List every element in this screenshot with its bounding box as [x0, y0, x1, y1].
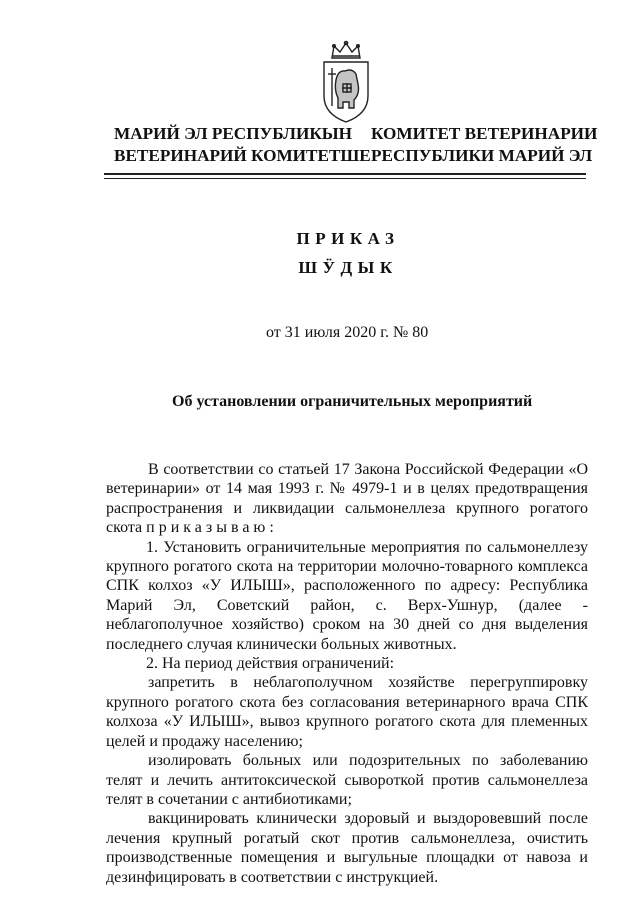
header-right-line1: КОМИТЕТ ВЕТЕРИНАРИИ	[371, 124, 598, 143]
body-intro	[106, 460, 588, 538]
document-title: ПРИКАЗ	[296, 229, 400, 248]
item-2-a: запретить в неблагополучном хозяйстве перегруппировку крупного рогатого скота без согласования ветеринарного врача СПК колхоза «У ИЛЫШ», вывоз крупного рогатого скота для племенных целей и продажу населению;	[106, 674, 588, 750]
document-date: от 31 июля 2020 г. № 80	[266, 324, 429, 341]
order-word: приказываю:	[146, 519, 278, 537]
item-2-b: изолировать больных или подозрительных по заболеванию телят и лечить антитоксической сывороткой против сальмонеллеза телят в сочетании с антибиотиками;	[106, 752, 588, 808]
header-left	[114, 123, 371, 167]
header-right-line2: РЕСПУБЛИКИ МАРИЙ ЭЛ	[371, 146, 593, 165]
coat-of-arms-icon	[318, 40, 374, 124]
item-1: 1. Установить ограничительные мероприятия по сальмонеллезу крупного рогатого скота на территории молочно-товарного комплекса СПК колхоз «У ИЛЫШ», расположенного по адресу: Республика Марий Эл, Советский район, с. Верх-Ушнур, (далее - неблагополучное хозяйство) сроком на 30 дней со дня выделения последнего случая клинически больных животных.	[106, 538, 588, 653]
document-subject: Об установлении ограничительных мероприятий	[172, 393, 533, 410]
document-title-mari: ШӰДЫК	[298, 258, 398, 277]
intro-text: В соответствии со статьей 17 Закона Российской Федерации «О ветеринарии» от 14 мая 1993 г. № 4979-1 и в целях предотвращения распространения и ликвидации сальмонеллеза крупного рогатого скота	[106, 461, 588, 537]
header-right	[371, 123, 598, 167]
header-divider-thick	[104, 173, 586, 175]
item-2: 2. На период действия ограничений:	[146, 655, 395, 673]
header-left-line1: МАРИЙ ЭЛ РЕСПУБЛИКЫН	[114, 124, 353, 143]
header-left-line2: ВЕТЕРИНАРИЙ КОМИТЕТШЕ	[114, 146, 371, 165]
header-divider-thin	[104, 178, 586, 179]
item-2-c: вакцинировать клинически здоровый и выздоровевший после лечения крупный рогатый скот против сальмонеллеза, очистить производственные помещения и выгульные площадки от навоза и дезинфицировать в соответствии с инструкцией.	[106, 810, 588, 886]
document-body	[106, 460, 588, 887]
